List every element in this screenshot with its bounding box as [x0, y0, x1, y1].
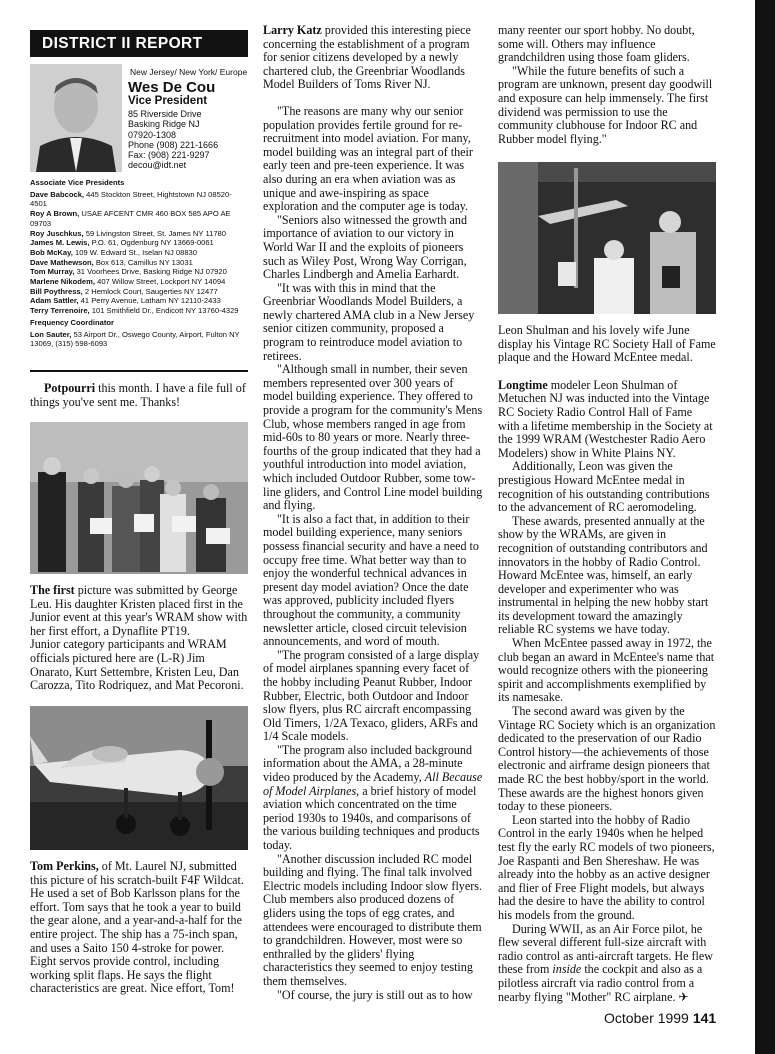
section-rule — [30, 370, 248, 372]
vp-email: decou@idt.net — [128, 160, 187, 171]
page-edge-bar — [755, 0, 775, 1054]
vp-fax: Fax: (908) 221-9297 — [128, 150, 210, 161]
article-paragraph: "Although small in number, their seven members represented over 300 years of model building experience. They offered to provide a program for the community's Mens Club, whose members ranged in age from mid-60s to 80 years or more. Nearly three-fourths of the group indicated that they had a youthful introduction into model aviation, which included Outdoor Rubber, some tow-line gliders, and Control Line model building and flying. — [263, 362, 483, 513]
article-paragraph: "The reasons are many why our senior population provides fertile ground for re-recruitment into model aviation. For many, model building was an integral part of their early teen and pre-teen experience. It was also during an era when aviation was as unique and awe-inspiring as space exploration and the computer age is today. — [263, 103, 473, 214]
associate-entry: Bob McKay, 109 W. Edward St., Iselan NJ 08830 — [30, 247, 198, 257]
caption-f4f-wildcat: Tom Perkins, of Mt. Laurel NJ, submitted this picture of his scratch-built F4F Wildcat. He used a set of Bob Karlsson plans for the effort. Tom says that he took a year to build the gear alone, and a year-and-a-half for the entire project. The ship has a 75-inch span, and uses a Saito 150 4-stroke for power. Eight servos provide control, including working split flaps. He says the flight characteristics are great. Nice effort, Tom! — [30, 859, 244, 996]
vp-contact — [128, 109, 218, 171]
district-banner: DISTRICT II REPORT — [30, 30, 248, 57]
associate-entry: Bill Poythress, 2 Hemlock Court, Saugerties NY 12477 — [30, 286, 218, 296]
vp-name: Wes De Cou — [128, 79, 216, 96]
photo-leon-shulman — [498, 162, 716, 314]
article-paragraph: "Seniors also witnessed the growth and importance of aviation to our victory in World War II and the exploits of pioneers such as Wiley Post, Wrong Way Corrigan, Charles Lindbergh and Amelia Earhardt. — [263, 212, 468, 282]
column-middle — [263, 24, 485, 1002]
vp-address-line: Basking Ridge NJ — [128, 119, 200, 130]
article-paragraph: "The program consisted of a large display of model airplanes spanning every facet of the hobby including Peanut Rubber, Indoor Rubber, Electric, both Outdoor and Indoor slow flyers, plus RC aircraft encompassing Old Timers, 1/2A Texaco, gliders, ARFs and 1/4 Scale models. — [263, 647, 480, 744]
associate-entry: Roy A Brown, USAE AFCENT CMR 460 BOX 585 APO AE 09703 — [30, 209, 231, 228]
article-paragraph: "The program also included background information about the AMA, a 28-minute video produced by the Academy, All Because of Model Airplanes, a brief history of model aviation which concentrated on the time period 1930s to 1940s, and comparisons of the various building techniques and products today. — [263, 742, 483, 853]
column-right — [498, 23, 716, 1004]
photo-caption: Leon Shulman and his lovely wife June display his Vintage RC Society Hall of Fame plaque and the Howard McEntee medal. — [498, 323, 716, 365]
article-paragraph: "Another discussion included RC model building and flying. The final talk involved Electric models including Indoor slow flyers. Club members also produced dozens of gliders using the tops of egg crates, and attendees were encouraged to distribute them to grandchildren. However, most were so enthralled by the gliders' flying characteristics they seemed to enjoy testing them themselves. — [263, 851, 482, 988]
photo-f4f-wildcat — [30, 706, 248, 850]
article-paragraph: When McEntee passed away in 1972, the club began an award in McEntee's name that would recognize others with the pioneering spirit and accomplishments exemplified by its namesake. — [498, 636, 715, 705]
associate-entry: James M. Lewis, P.O. 61, Ogdenburg NY 13669-0061 — [30, 238, 214, 248]
article-paragraph: "It was with this in mind that the Greenbriar Woodlands Model Builders, a newly chartered AMA club in a New Jersey senior citizen community, proposed a program to reintroduce model aviation to retirees. — [263, 280, 475, 363]
associate-entry: Tom Murray, 31 Voorhees Drive, Basking Ridge NJ 07920 — [30, 267, 227, 277]
associate-entry: Adam Sattler, 41 Perry Avenue, Latham NY 12110-2433 — [30, 296, 221, 306]
article-paragraph: Leon started into the hobby of Radio Control in the early 1940s when he helped test fly the early RC models of two pioneers, Joe Raspanti and Ben Shereshaw. He was already into the hobby as an active designer and flier of Free Flight models, but always had the desire to have the ability to control his models from the ground. — [498, 812, 715, 922]
article-paragraph: During WWII, as an Air Force pilot, he flew several different full-size aircraft with radio control as anti-aircraft targets. He flew these from inside the cockpit and also as a pilotless aircraft via radio control from a nearby flying "Mother" RC airplane. ✈ — [498, 921, 714, 1004]
page-footer — [604, 1010, 716, 1026]
article-paragraph: "Of course, the jury is still out as to how — [277, 987, 473, 1002]
associate-entry: Dave Babcock, 445 Stockton Street, Hightstown NJ 08520-4501 — [30, 189, 232, 209]
leon-caption-block — [498, 324, 716, 1004]
frequency-heading: Frequency Coordinator — [30, 317, 114, 327]
article-paragraph: Longtime modeler Leon Shulman of Metuchen NJ was inducted into the Vintage RC Society Radio Control Hall of Fame with a lifetime membership in the Society at the 1999 WRAM (Westchester Radio Aero Modelers) show in White Plains NY. — [498, 377, 713, 460]
article-paragraph: many reenter our sport hobby. No doubt, some will. Others may influence grandchildren using those foam gliders. — [498, 23, 695, 65]
potpourri-intro: Potpourri this month. I have a file full of things you've sent me. Thanks! — [30, 381, 246, 409]
article-intro: Larry Katz provided this interesting piece concerning the establishment of a program for senior citizens developed by a newly chartered club, the Greenbriar Woodlands Model Builders of Toms River NJ. — [263, 23, 471, 92]
associate-list — [30, 176, 248, 349]
associate-entry: Roy Juschkus, 59 Livingston Street, St. James NY 11780 — [30, 228, 227, 238]
associate-entry: Terry Terrenoire, 101 Smithfield Dr., Endicott NY 13760-4329 — [30, 306, 239, 316]
column-left — [30, 24, 248, 996]
associates-heading: Associate Vice Presidents — [30, 178, 125, 187]
vp-address-line: 85 Riverside Drive — [128, 109, 202, 119]
region-label: New Jersey/ New York/ Europe — [130, 67, 248, 77]
article-paragraph: Additionally, Leon was given the prestigious Howard McEntee medal in recognition of his outstanding contributions to the advancement of RC aeromodeling. — [498, 459, 710, 515]
article-paragraph: These awards, presented annually at the show by the WRAMs, are given in recognition of outstanding contributors and innovators in the hobby of Radio Control. Howard McEntee was, himself, an early developer and experimenter who was instrumental in helping the new hobby start its development toward the amazingly reliable RC systems we have today. — [498, 513, 709, 637]
vp-address-line: 07920-1308 — [128, 129, 177, 140]
page-number: 141 — [692, 1010, 717, 1026]
associate-entry: Marlene Nikodem, 407 Willow Street, Lockport NY 14094 — [30, 277, 226, 287]
frequency-entry: Lon Sauter, 53 Airport Dr., Oswego County, Airport, Fulton NY 13069, (315) 598-6093 — [30, 329, 240, 349]
issue-date: October 1999 — [604, 1010, 689, 1026]
article-paragraph: The second award was given by the Vintage RC Society which is an organization dedicated to the preservation of our Radio Control history—the achievements of those electronic and airframe design pioneers that made RC the best hobby/sport in the world. These awards are the highest honors given today to these pioneers. — [498, 704, 716, 814]
article-paragraph: "While the future benefits of such a program are unknown, present day goodwill and exposure can help immensely. The first dividend was permission to use the community clubhouse for Indoor RC and Rubber model flying." — [498, 63, 713, 146]
vice-president-block — [30, 60, 248, 172]
caption-wram-juniors: The first picture was submitted by George Leu. His daughter Kristen placed first in the Junior event at this year's WRAM show with her first effort, a Dynaflite PT19. Junior category participants and WRAM officials pictured here are (L-R) Jim Onarato, Kurt Settembre, Kristen Leu, Dan Carozza, Tito Rodriquez, and Mat Pecoroni. — [30, 583, 248, 693]
vp-phone: Phone (908) 221-1666 — [128, 139, 219, 150]
vp-portrait-photo — [30, 64, 122, 172]
vp-title: Vice President — [128, 95, 208, 107]
article-paragraph: "It is also a fact that, in addition to their model building experience, many seniors possess financial security and have a need to occupy free time. What better way than to enjoy the wonderful technical advances in present day model aviation? Once the date was approved, publicity included flyers throughout the community, a community newsletter article, closed circuit television announcements, and word of mouth. — [263, 511, 479, 649]
photo-wram-juniors — [30, 422, 248, 574]
associate-entry: Dave Mathewson, Box 613, Camillus NY 13031 — [30, 257, 193, 267]
